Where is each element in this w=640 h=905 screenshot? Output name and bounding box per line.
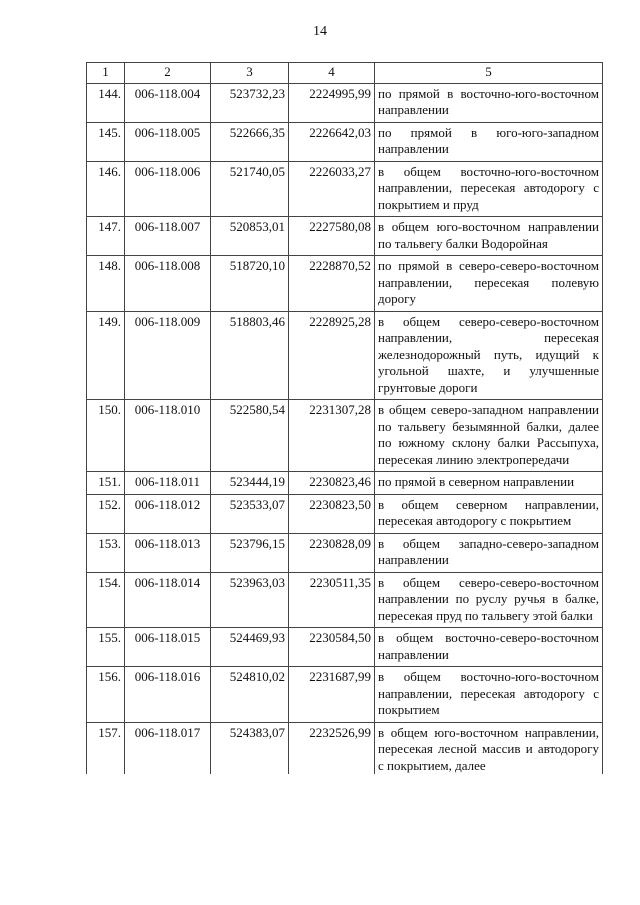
table-row	[87, 311, 603, 400]
boundary-description: в общем северо-северо-восточном направлении, пересекая железнодорожный путь, идущий к угольной шахте, и улучшенные грунтовые дороги	[375, 311, 603, 400]
coordinate-x: 518720,10	[211, 256, 289, 312]
coordinate-x: 524810,02	[211, 667, 289, 723]
row-number: 152.	[87, 494, 125, 533]
row-number: 156.	[87, 667, 125, 723]
row-number: 150.	[87, 400, 125, 472]
table-row	[87, 256, 603, 312]
row-number: 151.	[87, 472, 125, 495]
row-number: 146.	[87, 161, 125, 217]
table-row	[87, 722, 603, 774]
coordinate-x: 522580,54	[211, 400, 289, 472]
boundary-description: в общем северном направлении, пересекая автодорогу с покрытием	[375, 494, 603, 533]
column-header: 5	[375, 63, 603, 84]
table-row	[87, 628, 603, 667]
coordinate-y: 2230823,50	[289, 494, 375, 533]
row-number: 149.	[87, 311, 125, 400]
coordinate-x: 518803,46	[211, 311, 289, 400]
boundary-description: по прямой в юго-юго-западном направлении	[375, 122, 603, 161]
column-header: 4	[289, 63, 375, 84]
column-header: 1	[87, 63, 125, 84]
point-code: 006-118.017	[125, 722, 211, 774]
coordinate-x: 524383,07	[211, 722, 289, 774]
point-code: 006-118.015	[125, 628, 211, 667]
boundary-description: по прямой в северо-северо-восточном направлении, пересекая полевую дорогу	[375, 256, 603, 312]
coordinate-y: 2228925,28	[289, 311, 375, 400]
row-number: 148.	[87, 256, 125, 312]
table-row	[87, 161, 603, 217]
row-number: 144.	[87, 83, 125, 122]
row-number: 154.	[87, 572, 125, 628]
coordinate-y: 2230511,35	[289, 572, 375, 628]
point-code: 006-118.012	[125, 494, 211, 533]
table-row	[87, 400, 603, 472]
coordinate-y: 2228870,52	[289, 256, 375, 312]
coordinate-y: 2226033,27	[289, 161, 375, 217]
point-code: 006-118.014	[125, 572, 211, 628]
boundary-description: по прямой в северном направлении	[375, 472, 603, 495]
coordinate-x: 523444,19	[211, 472, 289, 495]
coordinate-y: 2226642,03	[289, 122, 375, 161]
column-header: 2	[125, 63, 211, 84]
boundary-description: в общем восточно-северо-восточном направлении	[375, 628, 603, 667]
coordinate-y: 2231307,28	[289, 400, 375, 472]
table-row	[87, 533, 603, 572]
coordinate-y: 2224995,99	[289, 83, 375, 122]
coordinate-x: 520853,01	[211, 217, 289, 256]
table-row	[87, 122, 603, 161]
point-code: 006-118.009	[125, 311, 211, 400]
coordinate-x: 522666,35	[211, 122, 289, 161]
table-header-row	[87, 63, 603, 84]
coordinate-y: 2230584,50	[289, 628, 375, 667]
page-number: 14	[313, 24, 327, 39]
row-number: 157.	[87, 722, 125, 774]
point-code: 006-118.005	[125, 122, 211, 161]
boundary-description: в общем юго-восточном направлении, пересекая лесной массив и автодорогу с покрытием, далее	[375, 722, 603, 774]
table-row	[87, 494, 603, 533]
coordinate-y: 2232526,99	[289, 722, 375, 774]
point-code: 006-118.013	[125, 533, 211, 572]
boundary-description: в общем восточно-юго-восточном направлении, пересекая автодорогу с покрытием и пруд	[375, 161, 603, 217]
coordinate-x: 523963,03	[211, 572, 289, 628]
boundary-description: в общем юго-восточном направлении по тальвегу балки Водоройная	[375, 217, 603, 256]
point-code: 006-118.010	[125, 400, 211, 472]
column-header: 3	[211, 63, 289, 84]
point-code: 006-118.006	[125, 161, 211, 217]
coordinate-x: 523533,07	[211, 494, 289, 533]
table-row	[87, 83, 603, 122]
point-code: 006-118.007	[125, 217, 211, 256]
point-code: 006-118.008	[125, 256, 211, 312]
coordinate-x: 521740,05	[211, 161, 289, 217]
coordinate-x: 523732,23	[211, 83, 289, 122]
boundary-description: по прямой в восточно-юго-восточном направлении	[375, 83, 603, 122]
coordinate-y: 2230828,09	[289, 533, 375, 572]
coordinate-x: 524469,93	[211, 628, 289, 667]
table-row	[87, 217, 603, 256]
boundary-description: в общем западно-северо-западном направлении	[375, 533, 603, 572]
table-row	[87, 572, 603, 628]
table-row	[87, 667, 603, 723]
point-code: 006-118.016	[125, 667, 211, 723]
point-code: 006-118.011	[125, 472, 211, 495]
table-row	[87, 472, 603, 495]
coordinate-y: 2231687,99	[289, 667, 375, 723]
coordinate-y: 2230823,46	[289, 472, 375, 495]
coordinate-x: 523796,15	[211, 533, 289, 572]
boundary-description: в общем восточно-юго-восточном направлении, пересекая автодорогу с покрытием	[375, 667, 603, 723]
row-number: 153.	[87, 533, 125, 572]
boundary-points-table	[86, 62, 603, 774]
point-code: 006-118.004	[125, 83, 211, 122]
boundary-description: в общем северо-северо-восточном направлении по руслу ручья в балке, пересекая пруд по тальвегу этой балки	[375, 572, 603, 628]
row-number: 155.	[87, 628, 125, 667]
row-number: 147.	[87, 217, 125, 256]
row-number: 145.	[87, 122, 125, 161]
boundary-description: в общем северо-западном направлении по тальвегу безымянной балки, далее по южному склону балки Рассыпуха, пересекая линию электропередачи	[375, 400, 603, 472]
coordinate-y: 2227580,08	[289, 217, 375, 256]
